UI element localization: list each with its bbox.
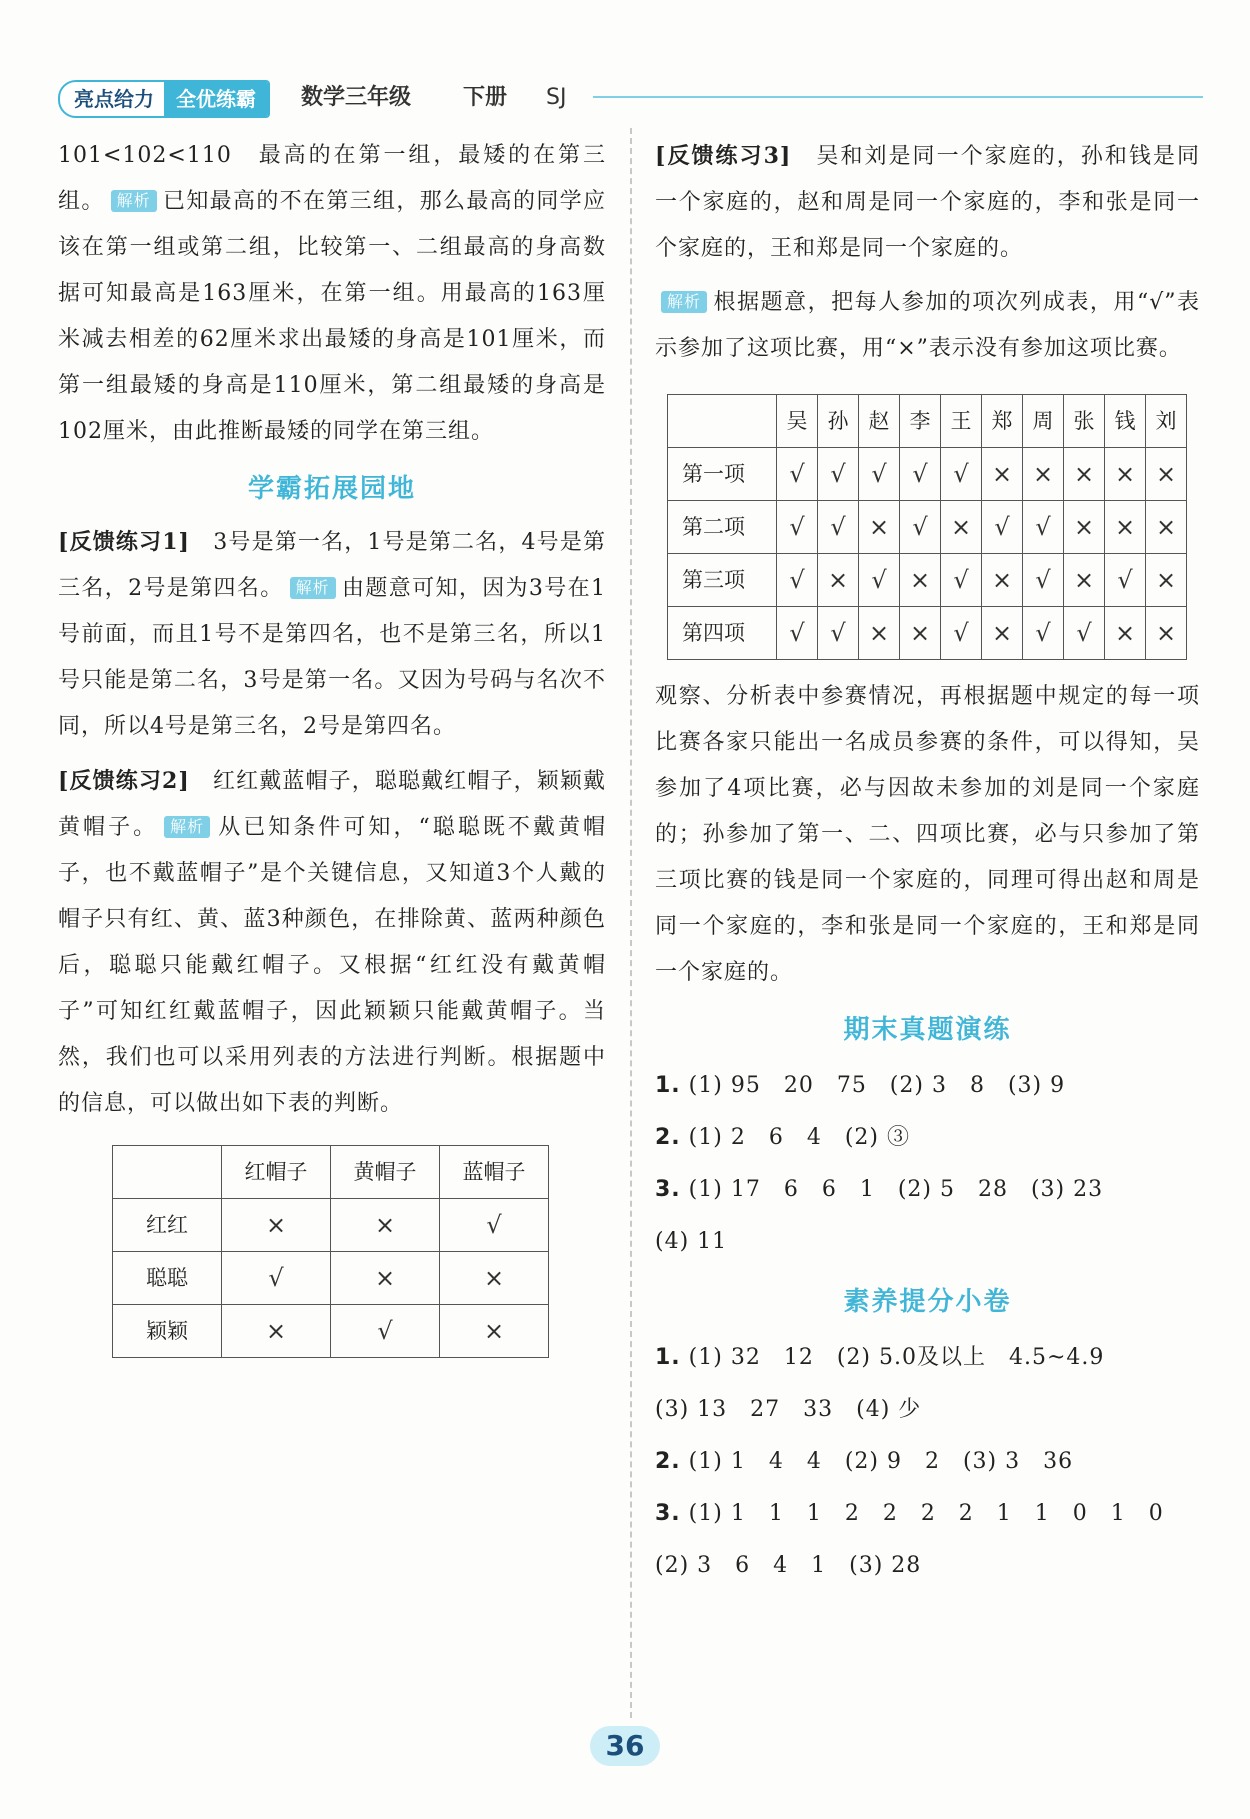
- table-row: [668, 501, 1187, 554]
- question-number: 2.: [655, 1449, 681, 1474]
- mark-cell: ×: [818, 554, 859, 607]
- mark-cell: ×: [941, 501, 982, 554]
- mark-cell: √: [440, 1199, 549, 1252]
- feedback-label: [反馈练习2]: [58, 768, 190, 794]
- mark-cell: √: [941, 448, 982, 501]
- analysis-text: 从已知条件可知，“聪聪既不戴黄帽子，也不戴蓝帽子”是个关键信息，又知道3个人戴的帽子只有红、黄、蓝3种颜色，在排除黄、蓝两种颜色后，聪聪只能戴红帽子。又根据“红红没有戴黄帽子”可知红红戴蓝帽子，因此颖颖只能戴黄帽子。当然，我们也可以采用列表的方法进行判断。根据题中的信息，可以做出如下表的判断。: [58, 815, 606, 1116]
- mark-cell: √: [818, 448, 859, 501]
- table-header-cell: 张: [1064, 395, 1105, 448]
- mark-cell: ×: [982, 448, 1023, 501]
- question-number: 1.: [655, 1345, 681, 1370]
- mark-cell: √: [222, 1252, 331, 1305]
- brand-logo: [58, 80, 270, 118]
- mark-cell: √: [941, 554, 982, 607]
- mark-cell: √: [1023, 554, 1064, 607]
- mark-cell: ×: [1023, 448, 1064, 501]
- answer-text: 101<102<110 最高的在第一组，最矮的在第三组。: [58, 143, 606, 214]
- feedback-1: [58, 519, 606, 750]
- feedback-3: [655, 133, 1200, 272]
- mark-cell: √: [859, 554, 900, 607]
- volume-label: 下册: [463, 85, 508, 110]
- mark-cell: √: [1023, 501, 1064, 554]
- table-row: [113, 1199, 549, 1252]
- hat-table: [112, 1145, 549, 1358]
- header-rule: [593, 96, 1203, 98]
- mark-cell: ×: [1146, 607, 1187, 660]
- mark-cell: ×: [1105, 501, 1146, 554]
- section-title-extension: 学霸拓展园地: [247, 474, 416, 504]
- mark-cell: ×: [331, 1252, 440, 1305]
- table-row: [113, 1252, 549, 1305]
- answer-line: [655, 1384, 1200, 1436]
- mark-cell: √: [900, 448, 941, 501]
- table-header-cell: 黄帽子: [331, 1146, 440, 1199]
- feedback-2: [58, 758, 606, 1127]
- table-header-cell: 王: [941, 395, 982, 448]
- answer-values: (1) 95 20 75 (2) 3 8 (3) 9: [688, 1073, 1066, 1098]
- column-divider: [630, 128, 632, 1718]
- mark-cell: ×: [1064, 448, 1105, 501]
- answer-values: (1) 32 12 (2) 5.0及以上 4.5~4.9: [688, 1345, 1105, 1370]
- mark-cell: ×: [222, 1305, 331, 1358]
- section-title-exam: 期末真题演练: [843, 1015, 1012, 1045]
- answer-line: [655, 1060, 1200, 1112]
- answer-text: 3号是第一名，1号是第二名，4号是第三名，2号是第四名。: [58, 530, 606, 601]
- question-number: 3.: [655, 1501, 681, 1526]
- mark-cell: √: [777, 501, 818, 554]
- competition-table: [667, 394, 1187, 660]
- mark-cell: √: [1023, 607, 1064, 660]
- mark-cell: √: [777, 607, 818, 660]
- table-corner: [113, 1146, 222, 1199]
- answer-line: [655, 1540, 1200, 1592]
- mark-cell: √: [818, 501, 859, 554]
- analysis-tag: 解析: [290, 577, 336, 599]
- mark-cell: √: [777, 554, 818, 607]
- mark-cell: √: [859, 448, 900, 501]
- row-header: 第二项: [668, 501, 777, 554]
- row-header: 第一项: [668, 448, 777, 501]
- question-number: 1.: [655, 1073, 681, 1098]
- mark-cell: ×: [982, 607, 1023, 660]
- mark-cell: ×: [859, 501, 900, 554]
- mark-cell: √: [941, 607, 982, 660]
- answer-line: [655, 1164, 1200, 1216]
- mark-cell: ×: [900, 554, 941, 607]
- mark-cell: √: [900, 501, 941, 554]
- answer-values: (1) 2 6 4 (2) ③: [688, 1125, 910, 1150]
- row-header: 第三项: [668, 554, 777, 607]
- answer-values: (1) 1 4 4 (2) 9 2 (3) 3 36: [688, 1449, 1074, 1474]
- mark-cell: ×: [982, 554, 1023, 607]
- mark-cell: ×: [1146, 554, 1187, 607]
- table-row: [668, 607, 1187, 660]
- analysis-text: 已知最高的不在第三组，那么最高的同学应该在第一组或第二组，比较第一、二组最高的身高数据可知最高是163厘米，在第一组。用最高的163厘米减去相差的62厘米求出最矮的身高是101厘米，而第一组最矮的身高是110厘米，第二组最矮的身高是102厘米，由此推断最矮的同学在第三组。: [58, 189, 606, 444]
- mark-cell: √: [331, 1305, 440, 1358]
- page-number: 36: [590, 1726, 660, 1766]
- feedback-label: [反馈练习1]: [58, 529, 190, 555]
- table-corner: [668, 395, 777, 448]
- brand-name: 亮点给力: [74, 87, 154, 111]
- answer-text: 吴和刘是同一个家庭的，孙和钱是同一个家庭的，赵和周是同一个家庭的，李和张是同一个家庭的，王和郑是同一个家庭的。: [655, 144, 1200, 261]
- mark-cell: ×: [859, 607, 900, 660]
- mark-cell: √: [777, 448, 818, 501]
- table-header-cell: 赵: [859, 395, 900, 448]
- question-number: 2.: [655, 1125, 681, 1150]
- left-column: [58, 133, 606, 1358]
- mark-cell: ×: [900, 607, 941, 660]
- table-header-cell: 红帽子: [222, 1146, 331, 1199]
- table-header-cell: 刘: [1146, 395, 1187, 448]
- table-header-cell: 吴: [777, 395, 818, 448]
- analysis-text: 根据题意，把每人参加的项次列成表，用“√”表示参加了这项比赛，用“×”表示没有参加这项比赛。: [655, 290, 1200, 361]
- subject-title: 数学三年级: [301, 85, 412, 110]
- table-header-cell: 蓝帽子: [440, 1146, 549, 1199]
- mark-cell: ×: [1064, 501, 1105, 554]
- answer-line: [655, 1488, 1200, 1540]
- table-header-cell: 郑: [982, 395, 1023, 448]
- question-number: 3.: [655, 1177, 681, 1202]
- table-header-cell: 孙: [818, 395, 859, 448]
- brand-series: 全优练霸: [164, 82, 268, 116]
- answer-line: [655, 1332, 1200, 1384]
- feedback-3-conclusion: 观察、分析表中参赛情况，再根据题中规定的每一项比赛各家只能出一名成员参赛的条件，可以得知，吴参加了4项比赛，必与因故未参加的刘是同一个家庭的；孙参加了第一、二、四项比赛，必与只参加了第三项比赛的钱是同一个家庭的，同理可得出赵和周是同一个家庭的，李和张是同一个家庭的，王和郑是同一个家庭的。: [655, 684, 1200, 985]
- mark-cell: ×: [1146, 501, 1187, 554]
- answer-line: [655, 1112, 1200, 1164]
- mark-cell: ×: [331, 1199, 440, 1252]
- row-header: 第四项: [668, 607, 777, 660]
- answer-values: (4) 11: [655, 1229, 728, 1254]
- analysis-text: 由题意可知，因为3号在1号前面，而且1号不是第四名，也不是第三名，所以1号只能是第二名，3号是第一名。又因为号码与名次不同，所以4号是第三名，2号是第四名。: [58, 576, 607, 739]
- mark-cell: ×: [1064, 554, 1105, 607]
- mark-cell: √: [818, 607, 859, 660]
- answer-text: 红红戴蓝帽子，聪聪戴红帽子，颖颖戴黄帽子。: [58, 769, 606, 840]
- row-header: 聪聪: [113, 1252, 222, 1305]
- mark-cell: ×: [440, 1252, 549, 1305]
- table-header-cell: 钱: [1105, 395, 1146, 448]
- edition-label: SJ: [546, 85, 567, 110]
- answer-values: (2) 3 6 4 1 (3) 28: [655, 1553, 922, 1578]
- exam-answers: [655, 1060, 1200, 1268]
- analysis-tag: 解析: [661, 291, 707, 313]
- answer-line: [655, 1436, 1200, 1488]
- feedback-label: [反馈练习3]: [655, 143, 792, 169]
- analysis-tag: 解析: [111, 190, 157, 212]
- mark-cell: ×: [1105, 607, 1146, 660]
- answer-values: (1) 1 1 1 2 2 2 2 1 1 0 1 0: [688, 1501, 1164, 1526]
- table-header-row: [668, 395, 1187, 448]
- section-title-quiz: 素养提分小卷: [843, 1287, 1012, 1317]
- row-header: 红红: [113, 1199, 222, 1252]
- answer-line: [655, 1216, 1200, 1268]
- table-header-cell: 李: [900, 395, 941, 448]
- feedback-3-analysis: [655, 280, 1200, 372]
- table-header-row: [113, 1146, 549, 1199]
- mark-cell: √: [1064, 607, 1105, 660]
- mark-cell: √: [982, 501, 1023, 554]
- mark-cell: ×: [1105, 448, 1146, 501]
- quiz-answers: [655, 1332, 1200, 1592]
- page-header: [58, 80, 1208, 116]
- mark-cell: ×: [222, 1199, 331, 1252]
- mark-cell: √: [1105, 554, 1146, 607]
- table-row: [668, 448, 1187, 501]
- table-header-cell: 周: [1023, 395, 1064, 448]
- table-row: [668, 554, 1187, 607]
- mark-cell: ×: [440, 1305, 549, 1358]
- mark-cell: ×: [1146, 448, 1187, 501]
- analysis-tag: 解析: [164, 816, 210, 838]
- answer-values: (1) 17 6 6 1 (2) 5 28 (3) 23: [688, 1177, 1104, 1202]
- row-header: 颖颖: [113, 1305, 222, 1358]
- answer-values: (3) 13 27 33 (4) 少: [655, 1397, 922, 1422]
- answer-paragraph-1: [58, 133, 606, 455]
- right-column: [655, 133, 1200, 1592]
- table-row: [113, 1305, 549, 1358]
